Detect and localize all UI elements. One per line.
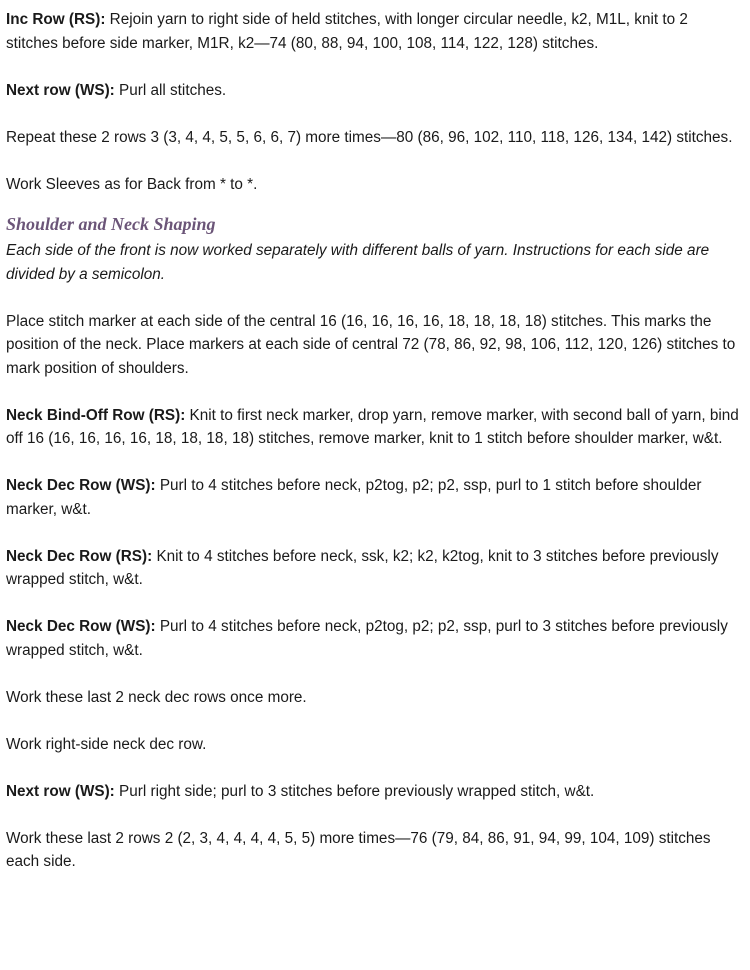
step-text: Work Sleeves as for Back from * to *. xyxy=(6,175,258,193)
paragraph-neck-dec-ws-2 xyxy=(6,615,742,662)
step-text: Knit to first neck marker, drop yarn, remove marker, with second ball of yarn, bind off 16 (16, 16, 16, 16, 18, 18, 18, 18) stitches, remove marker, knit to 1 stitch before shoulder marker, w&t. xyxy=(6,406,739,447)
paragraph-repeat-neck-dec xyxy=(6,686,742,710)
step-label: Neck Dec Row (RS): xyxy=(6,547,153,565)
paragraph-next-row xyxy=(6,79,742,103)
step-label: Next row (WS): xyxy=(6,81,115,99)
paragraph-next-row-ws xyxy=(6,780,742,804)
paragraph-neck-bind-off xyxy=(6,404,742,451)
step-label: Neck Bind-Off Row (RS): xyxy=(6,406,186,424)
step-text: Purl all stitches. xyxy=(114,81,227,99)
step-label: Next row (WS): xyxy=(6,782,115,800)
step-text: Rejoin yarn to right side of held stitches, with longer circular needle, k2, M1L, knit to 2 stitches before side marker, M1R, k2—74 (80, 88, 94, 100, 108, 114, 122, 128) stitches. xyxy=(6,11,688,52)
step-text: Place stitch marker at each side of the central 16 (16, 16, 16, 16, 18, 18, 18, 18) stitches. This marks the position of the neck. Place markers at each side of central 72 (78, 86, 92, 98, 106, 112, 120, 126) stitches to mark position of shoulders. xyxy=(6,312,736,377)
paragraph-final-repeat xyxy=(6,827,742,874)
step-text: Work right-side neck dec row. xyxy=(6,735,207,753)
paragraph-repeat-rows xyxy=(6,126,742,150)
paragraph-work-sleeves xyxy=(6,173,742,197)
paragraph-place-markers xyxy=(6,310,742,381)
paragraph-neck-dec-rs xyxy=(6,545,742,592)
step-text: Work these last 2 rows 2 (2, 3, 4, 4, 4, 4, 5, 5) more times—76 (79, 84, 86, 91, 94, 99, 104, 109) stitches each side. xyxy=(6,829,711,870)
step-label: Neck Dec Row (WS): xyxy=(6,477,156,494)
section-heading: Shoulder and Neck Shaping xyxy=(6,214,216,234)
step-text: Knit to 4 stitches before neck, ssk, k2; k2, k2tog, knit to 3 stitches before previously wrapped stitch, w&t. xyxy=(6,547,719,588)
document-page xyxy=(6,8,742,897)
step-label: Inc Row (RS): xyxy=(6,11,106,28)
step-text: Work these last 2 neck dec rows once more. xyxy=(6,688,307,706)
step-text: Purl to 4 stitches before neck, p2tog, p2; p2, ssp, purl to 3 stitches before previously wrapped stitch, w&t. xyxy=(6,618,728,659)
section-intro: Each side of the front is now worked separately with different balls of yarn. Instructions for each side are divided by a semicolon. xyxy=(6,242,710,283)
step-text: Purl to 4 stitches before neck, p2tog, p2; p2, ssp, purl to 1 stitch before shoulder marker, w&t. xyxy=(6,477,702,518)
paragraph-inc-row xyxy=(6,8,742,55)
step-text: Purl right side; purl to 3 stitches before previously wrapped stitch, w&t. xyxy=(114,782,595,800)
paragraph-neck-dec-ws-1 xyxy=(6,474,742,521)
paragraph-right-side-dec xyxy=(6,733,742,757)
step-label: Neck Dec Row (WS): xyxy=(6,618,156,635)
step-text: Repeat these 2 rows 3 (3, 4, 4, 5, 5, 6, 6, 7) more times—80 (86, 96, 102, 110, 118, 126, 134, 142) stitches. xyxy=(6,128,733,146)
